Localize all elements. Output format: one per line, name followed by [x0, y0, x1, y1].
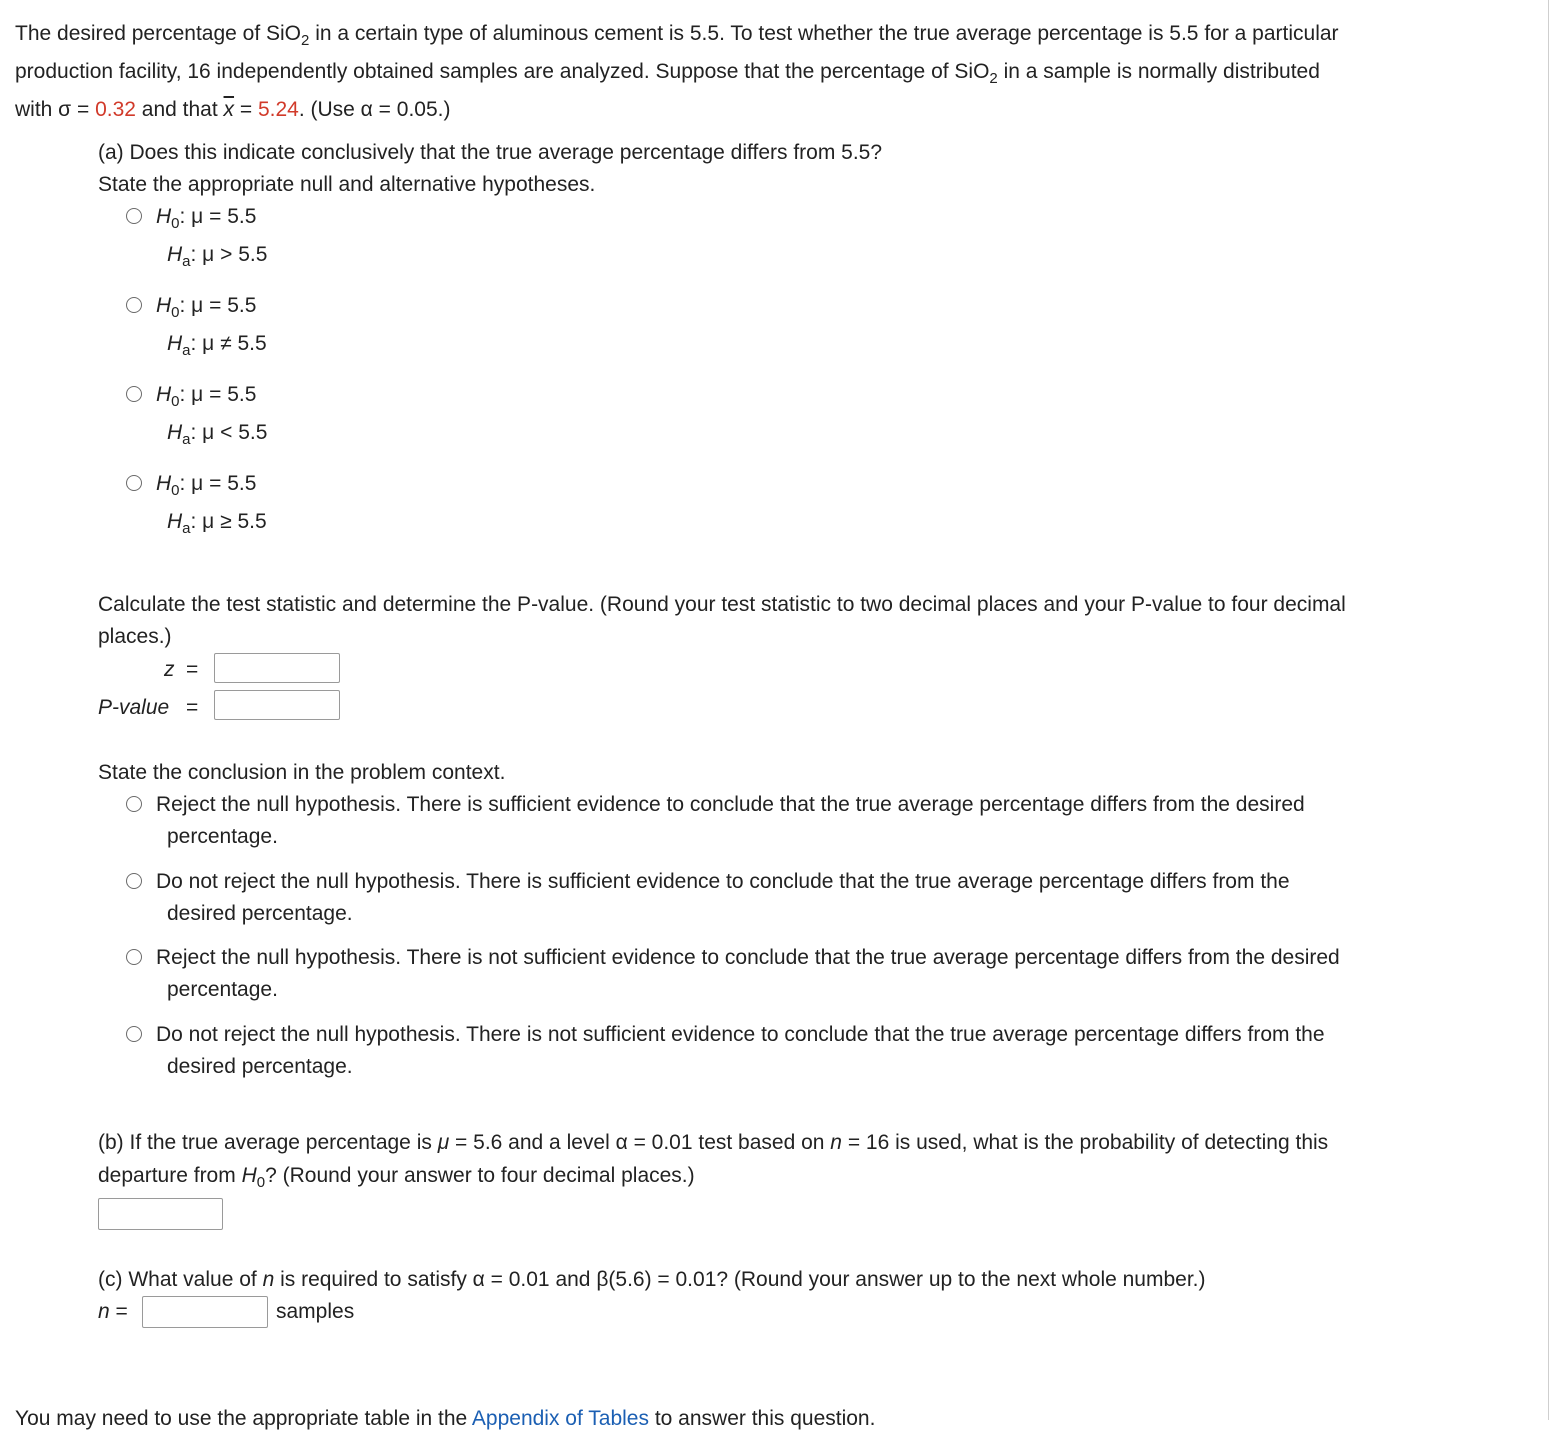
appendix-link[interactable]: Appendix of Tables: [471, 1407, 649, 1430]
conclusion-text: percentage.: [167, 978, 278, 1001]
conclusion-radio-4[interactable]: [126, 1026, 142, 1042]
part-c-text: is required to satisfy α = 0.01 and β(5.6) = 0.01? (Round your answer up to the next whole number.): [274, 1268, 1206, 1291]
subscript: 0: [171, 393, 180, 410]
h-letter: H: [156, 472, 172, 495]
h-letter: H: [156, 294, 172, 317]
part-c-question: [98, 1261, 1206, 1299]
part-b-question-line-2: [98, 1157, 695, 1195]
part-b-text: (b) If the true average percentage is: [98, 1131, 438, 1154]
n-label: n: [98, 1300, 110, 1323]
ha-text: : μ < 5.5: [190, 421, 268, 444]
z-label: z: [164, 658, 175, 681]
intro-text: . (Use α = 0.05.): [298, 98, 451, 121]
part-a-question: (a) Does this indicate conclusively that the true average percentage differs from 5.5?: [98, 141, 883, 164]
conclusion-radio-3[interactable]: [126, 949, 142, 965]
part-c-answer-input[interactable]: [142, 1296, 268, 1328]
h-letter: H: [167, 332, 183, 355]
h-letter: H: [156, 383, 172, 406]
conclusion-text: Do not reject the null hypothesis. There is sufficient evidence to conclude that the true average percentage differs from the: [156, 870, 1290, 893]
pvalue-equals: =: [186, 696, 199, 719]
footer-note: [15, 1400, 875, 1438]
conclusion-option-4: [156, 1019, 1526, 1083]
conclusion-text: Do not reject the null hypothesis. There is not sufficient evidence to conclude that the true average percentage differs from the: [156, 1023, 1325, 1046]
footer-text: to answer this question.: [648, 1407, 876, 1430]
intro-line-1: [15, 15, 1339, 53]
subscript: 0: [171, 304, 180, 321]
hypothesis-radio-4[interactable]: [126, 475, 142, 491]
subscript: a: [182, 520, 191, 537]
intro-text: =: [234, 98, 258, 121]
conclusion-text: Reject the null hypothesis. There is sufficient evidence to conclude that the true average percentage differs from the desired: [156, 793, 1305, 816]
subscript: a: [182, 431, 191, 448]
subscript: 0: [171, 215, 180, 232]
pvalue-label: P-value: [98, 696, 170, 719]
intro-text: in a sample is normally distributed: [997, 60, 1320, 83]
n-symbol: n: [830, 1131, 842, 1154]
conclusion-text: Reject the null hypothesis. There is not sufficient evidence to conclude that the true average percentage differs from the desired: [156, 946, 1340, 969]
n-symbol: n: [262, 1268, 275, 1291]
subscript: 0: [171, 482, 180, 499]
part-b-text: = 5.6 and a level α = 0.01 test based on: [449, 1131, 831, 1154]
intro-text: with σ =: [15, 98, 96, 121]
hypotheses-prompt: State the appropriate null and alternative hypotheses.: [98, 173, 596, 196]
subscript: 2: [989, 70, 998, 87]
conclusion-option-3: [156, 942, 1526, 1006]
h-letter: H: [167, 421, 183, 444]
intro-text: and that: [135, 98, 224, 121]
z-input[interactable]: [214, 653, 340, 683]
hypothesis-radio-2[interactable]: [126, 297, 142, 313]
h-letter: H: [167, 243, 183, 266]
subscript: a: [182, 342, 191, 359]
part-c-text: (c) What value of: [98, 1268, 263, 1291]
ha-text: : μ > 5.5: [190, 243, 268, 266]
intro-line-2: [15, 53, 1320, 91]
conclusion-text: desired percentage.: [167, 1055, 353, 1078]
ha-text: : μ ≠ 5.5: [190, 332, 267, 355]
conclusion-radio-1[interactable]: [126, 796, 142, 812]
conclusion-text: desired percentage.: [167, 902, 353, 925]
page-right-border: [1548, 0, 1549, 1420]
part-b-text: departure from: [98, 1164, 242, 1187]
conclusion-option-2: [156, 866, 1526, 930]
xbar-value: 5.24: [257, 98, 299, 121]
samples-label: samples: [276, 1300, 355, 1323]
ha-text: : μ ≥ 5.5: [190, 510, 267, 533]
intro-text: The desired percentage of SiO: [15, 22, 302, 45]
intro-line-3: [15, 91, 450, 129]
hypothesis-radio-3[interactable]: [126, 386, 142, 402]
xbar-symbol: $\overline{x}$: [223, 98, 235, 121]
h-letter: H: [241, 1164, 257, 1187]
conclusion-radio-2[interactable]: [126, 873, 142, 889]
conclusion-prompt: State the conclusion in the problem context.: [98, 761, 506, 784]
intro-text: in a certain type of aluminous cement is 5.5. To test whether the true average percentage is 5.5 for a particular: [309, 22, 1339, 45]
subscript: 2: [301, 32, 310, 49]
hypothesis-radio-1[interactable]: [126, 208, 142, 224]
part-c-n-row: [98, 1293, 128, 1331]
mu-symbol: μ: [437, 1131, 450, 1154]
n-equals: =: [115, 1300, 128, 1323]
footer-text: You may need to use the appropriate table in the: [15, 1407, 472, 1430]
h-letter: H: [167, 510, 183, 533]
h0-text: : μ = 5.5: [179, 472, 257, 495]
conclusion-text: percentage.: [167, 825, 278, 848]
sigma-value: 0.32: [95, 98, 136, 121]
intro-text: production facility, 16 independently obtained samples are analyzed. Suppose that the percentage of SiO: [15, 60, 990, 83]
part-b-text: ? (Round your answer to four decimal places.): [265, 1164, 695, 1187]
z-equals: =: [186, 658, 199, 681]
h0-text: : μ = 5.5: [179, 383, 257, 406]
part-b-answer-input[interactable]: [98, 1198, 223, 1230]
part-b-text: = 16 is used, what is the probability of detecting this: [841, 1131, 1329, 1154]
calc-prompt-line-1: Calculate the test statistic and determine the P-value. (Round your test statistic to two decimal places and your P-value to four decimal: [98, 593, 1346, 616]
h0-text: : μ = 5.5: [179, 294, 257, 317]
h-letter: H: [156, 205, 172, 228]
h0-text: : μ = 5.5: [179, 205, 257, 228]
calc-prompt-line-2: places.): [98, 625, 172, 648]
subscript: 0: [256, 1174, 266, 1191]
pvalue-input[interactable]: [214, 690, 340, 720]
subscript: a: [182, 253, 191, 270]
conclusion-option-1: [156, 789, 1526, 853]
